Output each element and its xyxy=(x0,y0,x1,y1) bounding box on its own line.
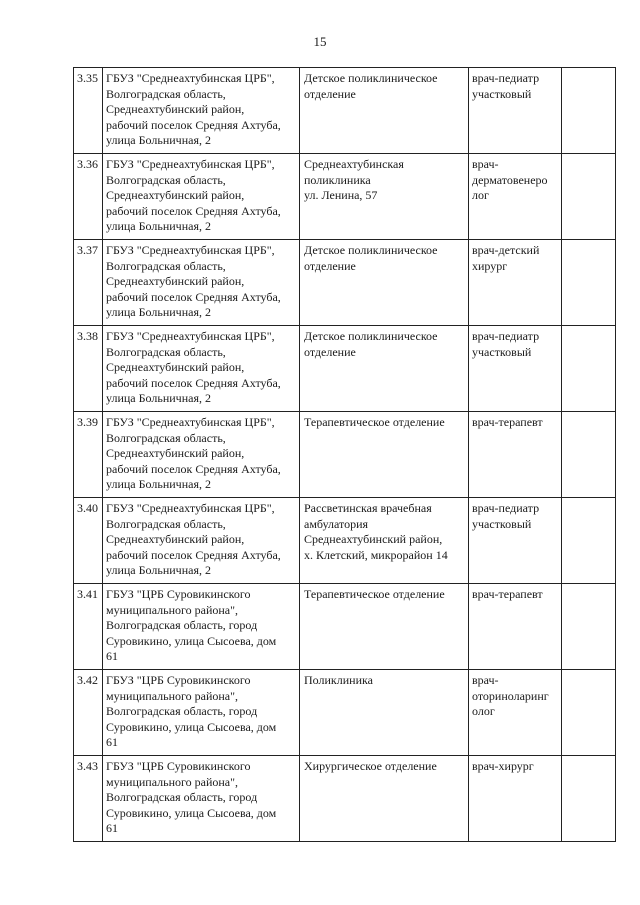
empty-cell xyxy=(562,326,616,412)
page-number: 15 xyxy=(313,34,327,49)
row-number: 3.38 xyxy=(74,326,103,412)
row-number: 3.37 xyxy=(74,240,103,326)
table-row xyxy=(74,412,616,498)
table-row xyxy=(74,756,616,842)
organization-cell: ГБУЗ "ЦРБ Суровикинского муниципального района", Волгоградская область, город Суровикино, улица Сысоева, дом 61 xyxy=(103,756,300,842)
organization-cell: ГБУЗ "Среднеахтубинская ЦРБ", Волгоградская область, Среднеахтубинский район, рабочий поселок Средняя Ахтуба, улица Больничная, 2 xyxy=(103,68,300,154)
table-row xyxy=(74,326,616,412)
position-cell: врач-терапевт xyxy=(469,412,562,498)
position-cell: врач- оториноларинг олог xyxy=(469,670,562,756)
row-number: 3.39 xyxy=(74,412,103,498)
row-number: 3.35 xyxy=(74,68,103,154)
department-cell: Терапевтическое отделение xyxy=(300,584,469,670)
table-row xyxy=(74,68,616,154)
organization-cell: ГБУЗ "Среднеахтубинская ЦРБ", Волгоградская область, Среднеахтубинский район, рабочий поселок Средняя Ахтуба, улица Больничная, 2 xyxy=(103,412,300,498)
department-cell: Рассветинская врачебная амбулатория Среднеахтубинский район, х. Клетский, микрорайон 14 xyxy=(300,498,469,584)
department-cell: Поликлиника xyxy=(300,670,469,756)
position-cell: врач-педиатр участковый xyxy=(469,326,562,412)
organization-cell: ГБУЗ "ЦРБ Суровикинского муниципального района", Волгоградская область, город Суровикино, улица Сысоева, дом 61 xyxy=(103,584,300,670)
row-number: 3.41 xyxy=(74,584,103,670)
position-cell: врач- дерматовенеро лог xyxy=(469,154,562,240)
position-cell: врач-хирург xyxy=(469,756,562,842)
row-number: 3.42 xyxy=(74,670,103,756)
position-cell: врач-педиатр участковый xyxy=(469,498,562,584)
empty-cell xyxy=(562,68,616,154)
position-cell: врач-детский хирург xyxy=(469,240,562,326)
department-cell: Детское поликлиническое отделение xyxy=(300,240,469,326)
organization-cell: ГБУЗ "Среднеахтубинская ЦРБ", Волгоградская область, Среднеахтубинский район, рабочий поселок Средняя Ахтуба, улица Больничная, 2 xyxy=(103,326,300,412)
department-cell: Детское поликлиническое отделение xyxy=(300,326,469,412)
position-cell: врач-терапевт xyxy=(469,584,562,670)
department-cell: Среднеахтубинская поликлиника ул. Ленина, 57 xyxy=(300,154,469,240)
position-cell: врач-педиатр участковый xyxy=(469,68,562,154)
row-number: 3.40 xyxy=(74,498,103,584)
table-row xyxy=(74,240,616,326)
table-row xyxy=(74,498,616,584)
department-cell: Детское поликлиническое отделение xyxy=(300,68,469,154)
row-number: 3.43 xyxy=(74,756,103,842)
table-row xyxy=(74,670,616,756)
empty-cell xyxy=(562,154,616,240)
empty-cell xyxy=(562,670,616,756)
organization-cell: ГБУЗ "ЦРБ Суровикинского муниципального района", Волгоградская область, город Суровикино, улица Сысоева, дом 61 xyxy=(103,670,300,756)
department-cell: Хирургическое отделение xyxy=(300,756,469,842)
empty-cell xyxy=(562,584,616,670)
empty-cell xyxy=(562,756,616,842)
table-row xyxy=(74,154,616,240)
organization-cell: ГБУЗ "Среднеахтубинская ЦРБ", Волгоградская область, Среднеахтубинский район, рабочий поселок Средняя Ахтуба, улица Больничная, 2 xyxy=(103,498,300,584)
organization-cell: ГБУЗ "Среднеахтубинская ЦРБ", Волгоградская область, Среднеахтубинский район, рабочий поселок Средняя Ахтуба, улица Больничная, 2 xyxy=(103,240,300,326)
empty-cell xyxy=(562,412,616,498)
row-number: 3.36 xyxy=(74,154,103,240)
table-row xyxy=(74,584,616,670)
organization-cell: ГБУЗ "Среднеахтубинская ЦРБ", Волгоградская область, Среднеахтубинский район, рабочий поселок Средняя Ахтуба, улица Больничная, 2 xyxy=(103,154,300,240)
department-cell: Терапевтическое отделение xyxy=(300,412,469,498)
medical-positions-table xyxy=(73,67,616,842)
empty-cell xyxy=(562,498,616,584)
empty-cell xyxy=(562,240,616,326)
